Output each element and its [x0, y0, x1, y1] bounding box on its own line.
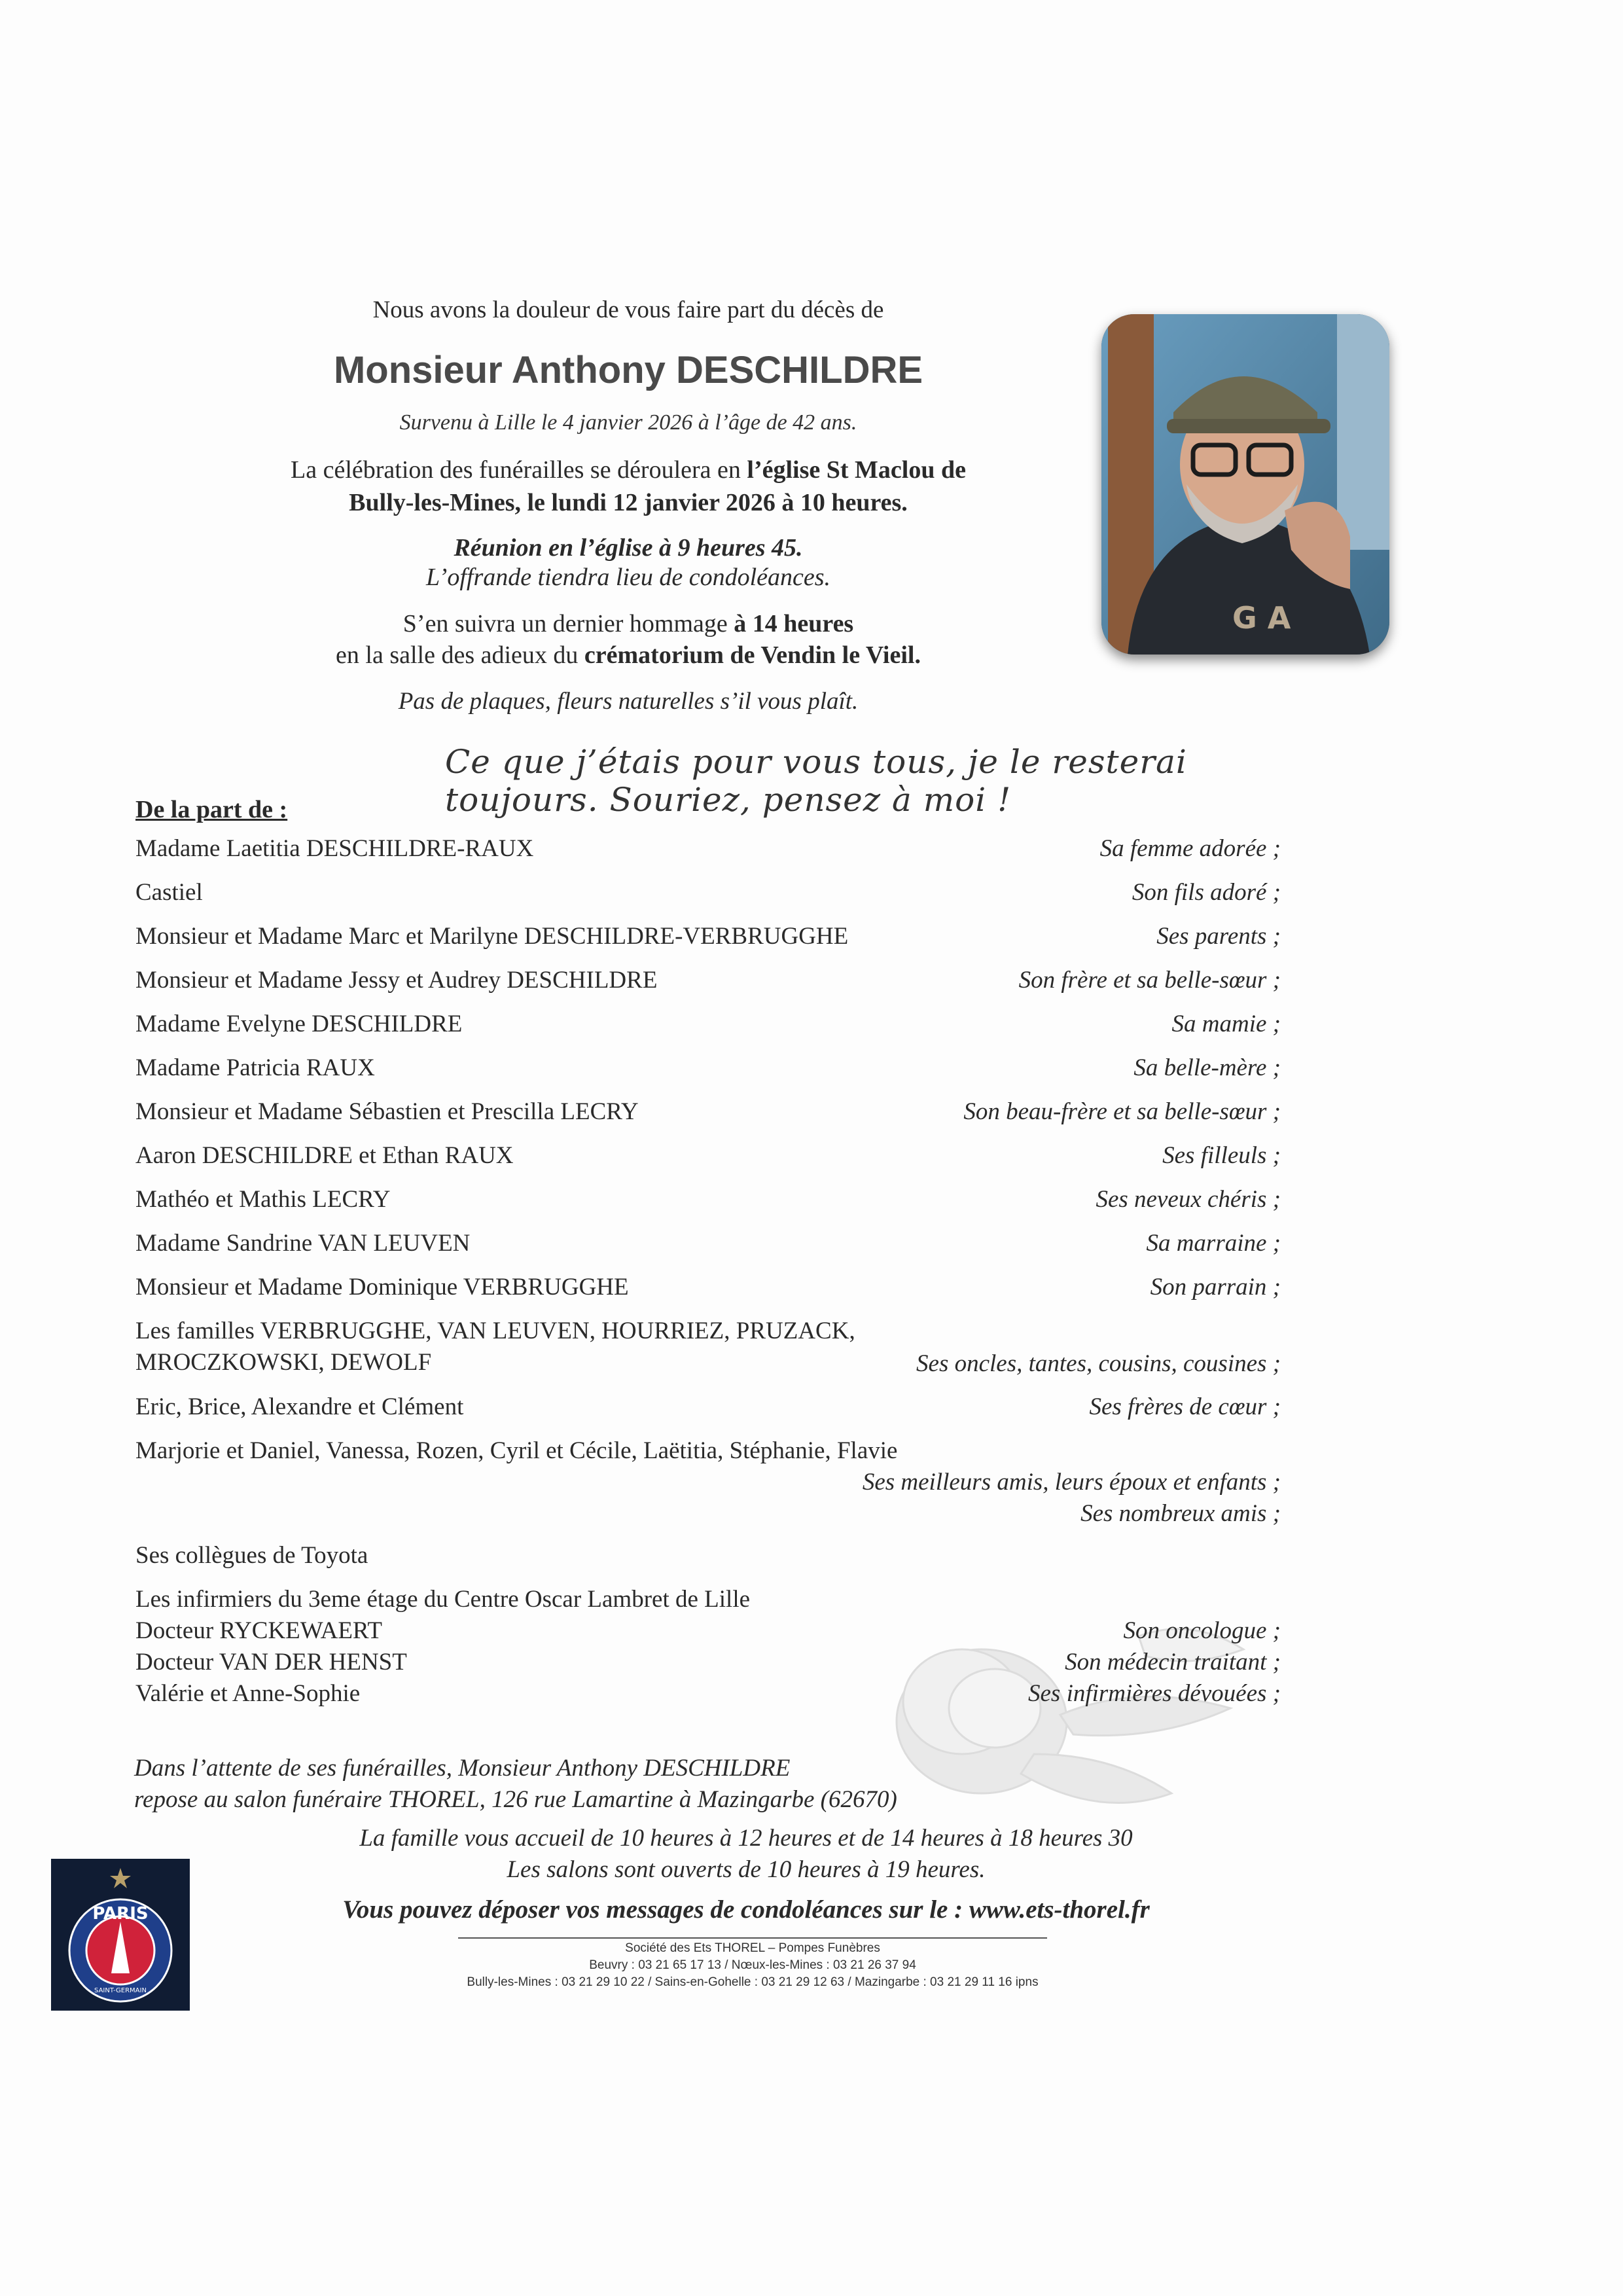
family-relation: Ses parents ; — [1156, 923, 1281, 950]
portrait-illustration — [1101, 314, 1389, 655]
medical-member: Docteur RYCKEWAERT — [135, 1617, 382, 1644]
family-member: Monsieur et Madame Marc et Marilyne DESCHILDRE-VERBRUGGHE — [135, 923, 849, 950]
extended-family-row — [135, 1317, 1281, 1382]
family-relation: Son frère et sa belle-sœur ; — [1018, 967, 1281, 994]
logo-text: PARIS — [92, 1904, 149, 1924]
extended-family-relation: Ses oncles, tantes, cousins, cousines ; — [916, 1350, 1281, 1377]
hommage-a: S’en suivra un dernier hommage — [402, 610, 734, 637]
ceremony-text — [223, 454, 1034, 519]
family-member: Eric, Brice, Alexandre et Clément — [135, 1393, 464, 1420]
portrait-photo — [1101, 314, 1389, 655]
family-relation: Sa femme adorée ; — [1099, 835, 1281, 862]
death-date: Survenu à Lille le 4 janvier 2026 à l’âge de 42 ans. — [399, 410, 857, 435]
hours-line2: Les salons sont ouverts de 10 heures à 19 heures. — [507, 1856, 986, 1883]
salon-line2: repose au salon funéraire THOREL, 126 rue Lamartine à Mazingarbe (62670) — [134, 1786, 897, 1813]
no-flowers-note: Pas de plaques, fleurs naturelles s’il vous plaît. — [398, 688, 859, 715]
family-member: Monsieur et Madame Sébastien et Prescilla LECRY — [135, 1098, 639, 1125]
family-relation: Sa belle-mère ; — [1133, 1054, 1281, 1081]
hommage2-a: en la salle des adieux du — [336, 641, 584, 669]
family-heading: De la part de : — [135, 796, 288, 823]
extended-family-line1: Les familles VERBRUGGHE, VAN LEUVEN, HOURRIEZ, PRUZACK, — [135, 1318, 855, 1344]
intro-text: Nous avons la douleur de vous faire part du décès de — [372, 296, 884, 323]
family-relation: Son fils adoré ; — [1132, 879, 1281, 906]
memorial-quote: Ce que j’étais pour vous tous, je le resterai toujours. Souriez, pensez à moi ! — [445, 743, 1187, 819]
svg-text:G A: G A — [1232, 600, 1291, 636]
company-phones-1: Beuvry : 03 21 65 17 13 / Nœux-les-Mines : 03 21 26 37 94 — [589, 1958, 916, 1972]
reunion-time: Réunion en l’église à 9 heures 45. — [454, 534, 803, 562]
ceremony-line2: Bully-les-Mines, le lundi 12 janvier 2026 à 10 heures. — [349, 489, 908, 516]
friends-relation-2: Ses nombreux amis ; — [1080, 1500, 1281, 1527]
medical-relation: Son médecin traitant ; — [1065, 1649, 1281, 1676]
friends-relation: Ses meilleurs amis, leurs époux et enfants ; — [862, 1469, 1281, 1496]
nurses-text: Les infirmiers du 3eme étage du Centre Oscar Lambret de Lille — [135, 1586, 751, 1613]
family-member: Aaron DESCHILDRE et Ethan RAUX — [135, 1142, 514, 1169]
deceased-name: Monsieur Anthony DESCHILDRE — [333, 349, 923, 391]
family-relation: Sa marraine ; — [1146, 1230, 1281, 1257]
visiting-hours — [249, 1823, 1243, 1886]
family-relation: Son beau-frère et sa belle-sœur ; — [963, 1098, 1281, 1125]
family-relation: Ses frères de cœur ; — [1089, 1393, 1281, 1420]
family-member: Monsieur et Madame Jessy et Audrey DESCHILDRE — [135, 967, 658, 994]
family-member: Madame Sandrine VAN LEUVEN — [135, 1230, 471, 1257]
friends-names: Marjorie et Daniel, Vanessa, Rozen, Cyril et Cécile, Laëtitia, Stéphanie, Flavie — [135, 1437, 898, 1464]
logo-subtext: SAINT-GERMAIN — [94, 1987, 147, 1994]
ceremony-line1a: La célébration des funérailles se déroulera en — [291, 456, 747, 484]
colleagues-text: Ses collègues de Toyota — [135, 1542, 368, 1569]
company-name: Société des Ets THOREL – Pompes Funèbres — [625, 1941, 880, 1955]
family-relation: Son parrain ; — [1150, 1274, 1281, 1300]
family-member: Madame Laetitia DESCHILDRE-RAUX — [135, 835, 534, 862]
family-member: Castiel — [135, 879, 203, 906]
psg-logo — [51, 1859, 190, 2011]
offrande-text: L’offrande tiendra lieu de condoléances. — [425, 564, 831, 591]
online-condolences: Vous pouvez déposer vos messages de condoléances sur le : www.ets-thorel.fr — [342, 1895, 1150, 1924]
ceremony-church: l’église St Maclou de — [747, 456, 966, 484]
hours-line1: La famille vous accueil de 10 heures à 12 heures et de 14 heures à 18 heures 30 — [359, 1825, 1133, 1852]
medical-relation: Ses infirmières dévouées ; — [1028, 1680, 1281, 1707]
medical-member: Valérie et Anne-Sophie — [135, 1680, 361, 1707]
salon-line1: Dans l’attente de ses funérailles, Monsieur Anthony DESCHILDRE — [134, 1755, 791, 1782]
family-member: Madame Patricia RAUX — [135, 1054, 375, 1081]
family-member: Mathéo et Mathis LECRY — [135, 1186, 391, 1213]
family-relation: Ses filleuls ; — [1162, 1142, 1281, 1169]
medical-relation: Son oncologue ; — [1123, 1617, 1281, 1644]
salon-info — [134, 1753, 1116, 1816]
family-relation: Sa mamie ; — [1171, 1011, 1281, 1037]
hommage-time: à 14 heures — [734, 610, 854, 637]
family-member: Madame Evelyne DESCHILDRE — [135, 1011, 463, 1037]
hommage-place: crématorium de Vendin le Vieil. — [584, 641, 921, 669]
extended-family-line2: MROCZKOWSKI, DEWOLF — [135, 1349, 432, 1376]
friends-row — [135, 1437, 1281, 1535]
family-relation: Ses neveux chéris ; — [1096, 1186, 1281, 1213]
company-phones-2: Bully-les-Mines : 03 21 29 10 22 / Sains-en-Gohelle : 03 21 29 12 63 / Mazingarbe : 03 21 29 11 16 ipns — [467, 1975, 1039, 1989]
hommage-block — [249, 608, 1008, 671]
company-footer — [458, 1937, 1047, 1991]
medical-member: Docteur VAN DER HENST — [135, 1649, 407, 1676]
family-member: Monsieur et Madame Dominique VERBRUGGHE — [135, 1274, 629, 1300]
reunion-block — [249, 533, 1008, 592]
